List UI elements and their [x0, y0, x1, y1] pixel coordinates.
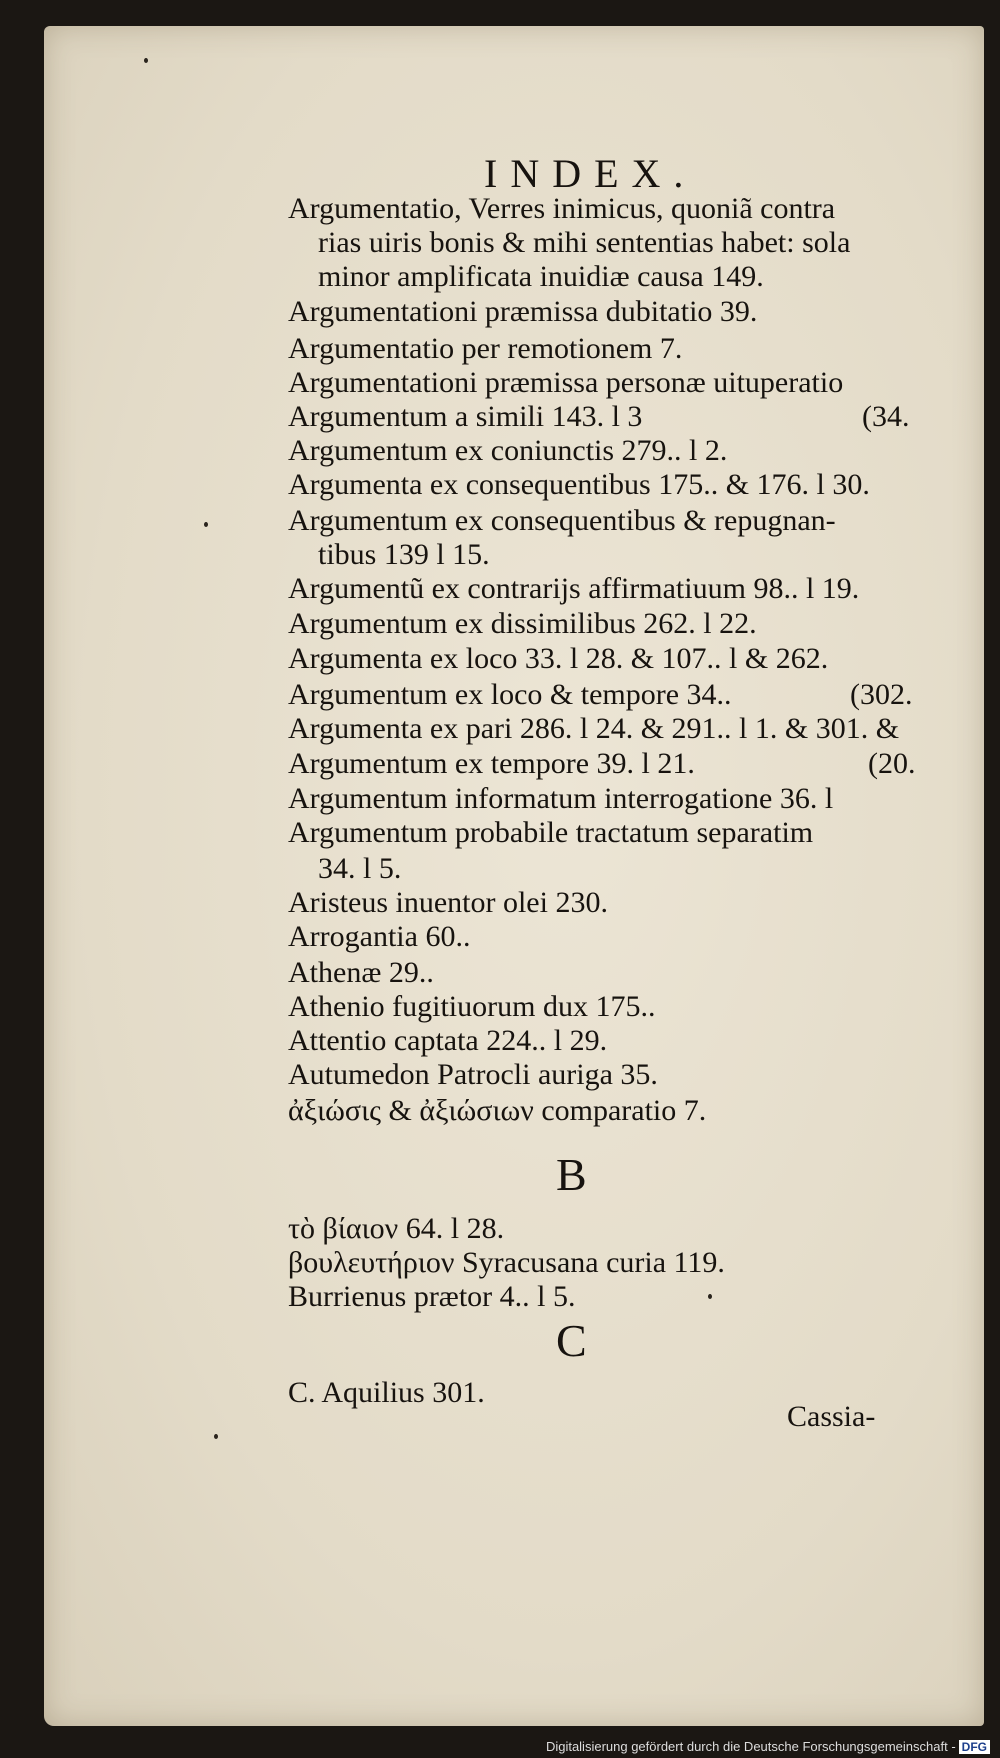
index-entry: Argumenta ex loco 33. l 28. & 107.. l & 262.	[288, 642, 829, 675]
ink-fleck	[708, 1294, 712, 1299]
index-entry: Argumentum ex dissimilibus 262. l 22.	[288, 607, 757, 640]
index-entry: Argumentum informatum interrogatione 36. l	[288, 782, 834, 815]
ink-fleck	[204, 522, 208, 527]
index-entry: Argumentum ex coniunctis 279.. l 2.	[288, 434, 728, 467]
index-entry: Argumentatio, Verres inimicus, quoniã contra	[288, 192, 836, 225]
index-entry-continuation: rias uiris bonis & mihi sententias habet: sola	[318, 226, 851, 259]
turnover-line: (34.	[862, 400, 910, 433]
index-entry: Argumentationi præmissa dubitatio 39.	[288, 295, 758, 328]
ink-fleck	[214, 1434, 218, 1439]
index-entry: Burrienus prætor 4.. l 5.	[288, 1280, 576, 1313]
index-entry: C. Aquilius 301.	[288, 1376, 485, 1409]
section-letter-b: B	[556, 1149, 587, 1200]
credit-text: Digitalisierung gefördert durch die Deutsche Forschungsgemeinschaft -	[545, 1739, 956, 1754]
ink-fleck	[144, 58, 148, 63]
index-entry: Athenæ 29..	[288, 956, 434, 989]
digitization-credit	[546, 1739, 990, 1754]
index-entry: Aristeus inuentor olei 230.	[288, 886, 608, 919]
index-entry: Arrogantia 60..	[288, 920, 471, 953]
index-entry: Argumentum ex loco & tempore 34..	[288, 678, 732, 711]
index-entry: Argumenta ex consequentibus 175.. & 176. l 30.	[288, 468, 870, 501]
index-entry: Argumentum probabile tractatum separatim	[288, 816, 814, 849]
index-entry: ἀξιώσις & ἀξιώσιων comparatio 7.	[288, 1094, 707, 1127]
index-entry-continuation: minor amplificata inuidiæ causa 149.	[318, 260, 764, 293]
dfg-logo: DFG	[959, 1740, 990, 1754]
index-entry-continuation: 34. l 5.	[318, 852, 402, 885]
turnover-line: (20.	[868, 747, 916, 780]
index-entry: τὸ βίαιον 64. l 28.	[288, 1212, 505, 1245]
index-entry: Attentio captata 224.. l 29.	[288, 1024, 608, 1057]
turnover-line: (302.	[850, 678, 913, 711]
section-letter-c: C	[556, 1315, 587, 1366]
page-heading: INDEX.	[484, 151, 697, 196]
index-entry: Argumentum a simili 143. l 3	[288, 400, 643, 433]
index-entry: Argumentatio per remotionem 7.	[288, 332, 683, 365]
index-entry: Argumenta ex pari 286. l 24. & 291.. l 1. & 301. &	[288, 712, 900, 745]
index-entry: Autumedon Patrocli auriga 35.	[288, 1058, 658, 1091]
index-entry: Athenio fugitiuorum dux 175..	[288, 990, 656, 1023]
index-entry: Argumentationi præmissa personæ uituperatio	[288, 366, 844, 399]
index-entry-continuation: tibus 139 l 15.	[318, 538, 490, 571]
catchword: Cassia-	[787, 1400, 876, 1433]
index-entry: Argumentum ex consequentibus & repugnan-	[288, 504, 836, 537]
index-entry: Argumentũ ex contrarijs affirmatiuum 98.. l 19.	[288, 572, 860, 605]
index-entry: βουλευτήριον Syracusana curia 119.	[288, 1246, 725, 1279]
index-entry: Argumentum ex tempore 39. l 21.	[288, 747, 695, 780]
